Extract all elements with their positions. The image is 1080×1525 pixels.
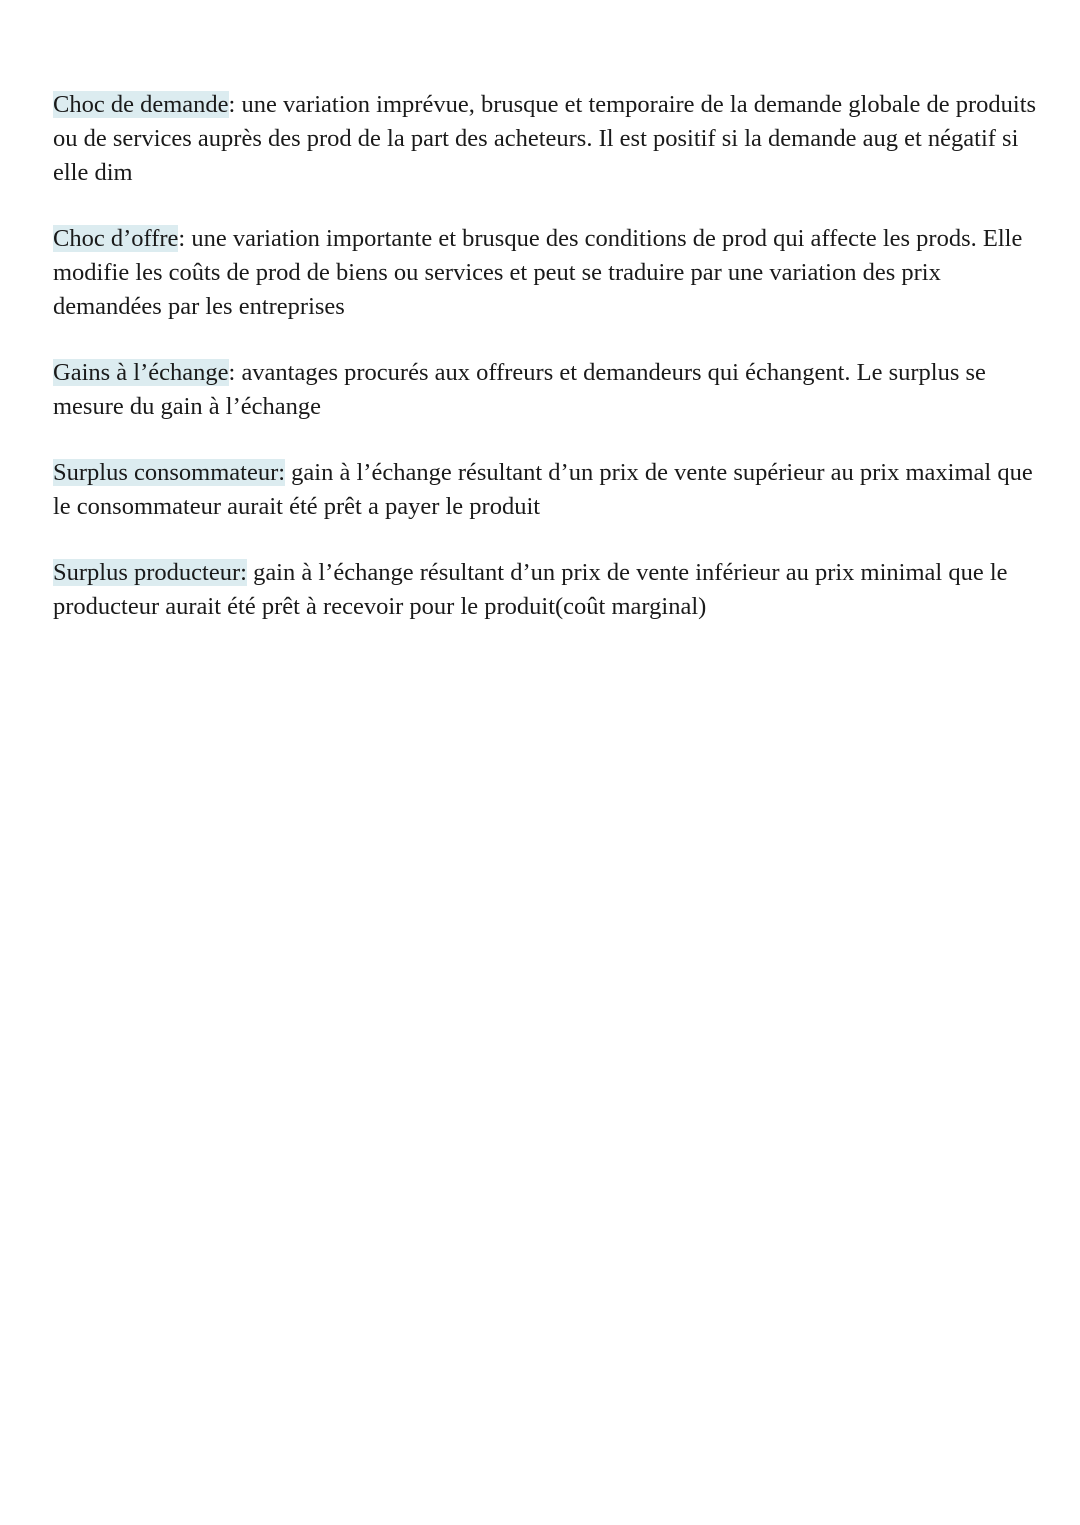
definition-gains-echange [53,356,1038,424]
term-highlight: Gains à l’échange [53,359,229,386]
definition-text: une variation imprévue, brusque et temporaire de la demande globale de produits ou de services auprès des prod de la part des acheteurs. Il est positif si la demande aug et négatif si elle dim [53,91,1037,186]
term-separator: : [178,225,186,252]
term-highlight: Choc d’offre [53,225,179,252]
definition-surplus-producteur [53,556,1038,624]
definition-text: gain à l’échange résultant d’un prix de vente inférieur au prix minimal que le producteur aurait été prêt à recevoir pour le produit(coût marginal) [53,559,1008,620]
definition-choc-de-demande [53,88,1038,190]
definition-surplus-consommateur [53,456,1038,524]
term-highlight: Surplus consommateur: [53,459,286,486]
term-highlight: Surplus producteur: [53,559,247,586]
definition-text: avantages procurés aux offreurs et demandeurs qui échangent. Le surplus se mesure du gain à l’échange [53,359,986,420]
term-separator: : [228,91,236,118]
term-separator: : [228,359,236,386]
definitions-list [53,88,1038,656]
definition-text: une variation importante et brusque des conditions de prod qui affecte les prods. Elle modifie les coûts de prod de biens ou services et peut se traduire par une variation des prix demandées par les entreprises [53,225,1023,320]
definition-choc-offre [53,222,1038,324]
term-highlight: Choc de demande [53,91,229,118]
definition-text: gain à l’échange résultant d’un prix de vente supérieur au prix maximal que le consommateur aurait été prêt a payer le produit [53,459,1033,520]
